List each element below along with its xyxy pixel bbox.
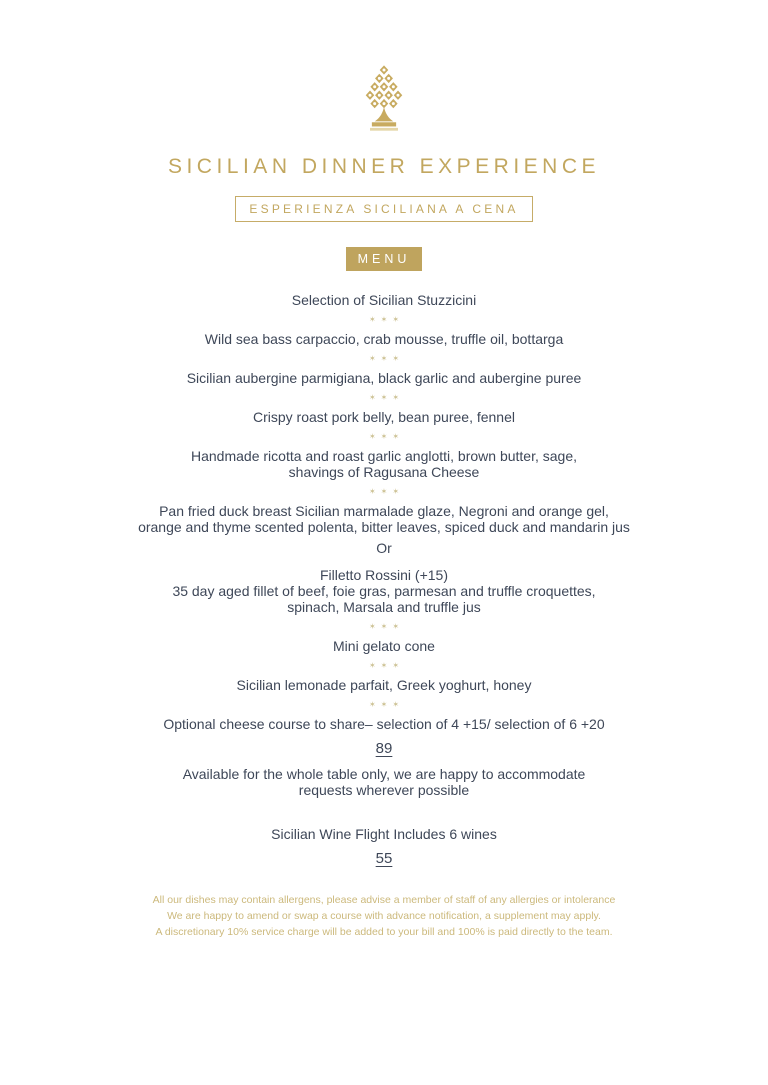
- menu-badge: [346, 247, 423, 271]
- menu-item-line: Available for the whole table only, we are happy to accommodate: [182, 766, 586, 782]
- menu-item-line: Filletto Rossini (+15): [320, 567, 448, 583]
- menu-item: [0, 638, 768, 654]
- menu-item-line: spinach, Marsala and truffle jus: [287, 599, 481, 615]
- subtitle-box: [235, 196, 532, 222]
- price: [0, 741, 768, 757]
- menu-item: [0, 826, 768, 842]
- menu-item-line: shavings of Ragusana Cheese: [288, 464, 480, 480]
- or-divider: Or: [376, 540, 392, 556]
- menu-item-line: Handmade ricotta and roast garlic anglotti, brown butter, sage,: [191, 448, 577, 464]
- menu-item: [0, 292, 768, 308]
- course-separator-stars: ✶✶✶: [368, 392, 405, 402]
- course-separator-stars: ✶✶✶: [368, 621, 405, 631]
- course-separator-stars: ✶✶✶: [368, 431, 405, 441]
- menu-item: [0, 567, 768, 615]
- price-value: 89: [375, 740, 393, 757]
- menu-item: [0, 766, 768, 798]
- menu-item-line: orange and thyme scented polenta, bitter leaves, spiced duck and mandarin jus: [138, 519, 630, 535]
- course-separator-stars: ✶✶✶: [368, 353, 405, 363]
- menu-item: [0, 716, 768, 732]
- menu-item-line: Optional cheese course to share– selection of 4 +15/ selection of 6 +20: [163, 716, 605, 732]
- course-list: [0, 292, 768, 867]
- subtitle-label: ESPERIENZA SICILIANA A CENA: [249, 202, 519, 216]
- menu-item-line: Crispy roast pork belly, bean puree, fennel: [253, 409, 515, 425]
- page-title: SICILIAN DINNER EXPERIENCE: [167, 155, 601, 178]
- menu-item-line: Mini gelato cone: [333, 638, 435, 654]
- course-separator-stars: ✶✶✶: [368, 699, 405, 709]
- logo: [0, 0, 768, 139]
- menu-item: [0, 677, 768, 693]
- menu-item-line: Pan fried duck breast Sicilian marmalade glaze, Negroni and orange gel,: [159, 503, 609, 519]
- menu-item-line: Sicilian Wine Flight Includes 6 wines: [271, 826, 497, 842]
- footer-line: All our dishes may contain allergens, please advise a member of staff of any allergies or intolerance: [152, 894, 616, 906]
- menu-item: [0, 331, 768, 347]
- menu-item-line: 35 day aged fillet of beef, foie gras, parmesan and truffle croquettes,: [172, 583, 596, 599]
- footer-line: We are happy to amend or swap a course with advance notification, a supplement may apply.: [167, 910, 601, 922]
- course-separator-stars: ✶✶✶: [368, 660, 405, 670]
- menu-item: [0, 503, 768, 535]
- menu-item-line: Wild sea bass carpaccio, crab mousse, truffle oil, bottarga: [204, 331, 564, 347]
- price-value: 55: [375, 850, 393, 867]
- menu-badge-label: MENU: [357, 252, 411, 266]
- menu-item: [0, 448, 768, 480]
- footer-line: A discretionary 10% service charge will be added to your bill and 100% is paid directly to the team.: [155, 926, 613, 938]
- spacer: [0, 802, 768, 823]
- course-separator-stars: ✶✶✶: [368, 486, 405, 496]
- menu-item-line: Selection of Sicilian Stuzzicini: [291, 292, 477, 308]
- price: [0, 851, 768, 867]
- footer-notes: [0, 892, 768, 940]
- course-separator-stars: ✶✶✶: [368, 314, 405, 324]
- menu-item-line: requests wherever possible: [298, 782, 470, 798]
- menu-item-line: Sicilian lemonade parfait, Greek yoghurt, honey: [236, 677, 532, 693]
- menu-item: [0, 370, 768, 386]
- pigna-pinecone-icon: [356, 62, 412, 134]
- menu-item: [0, 409, 768, 425]
- menu-item-line: Sicilian aubergine parmigiana, black garlic and aubergine puree: [186, 370, 582, 386]
